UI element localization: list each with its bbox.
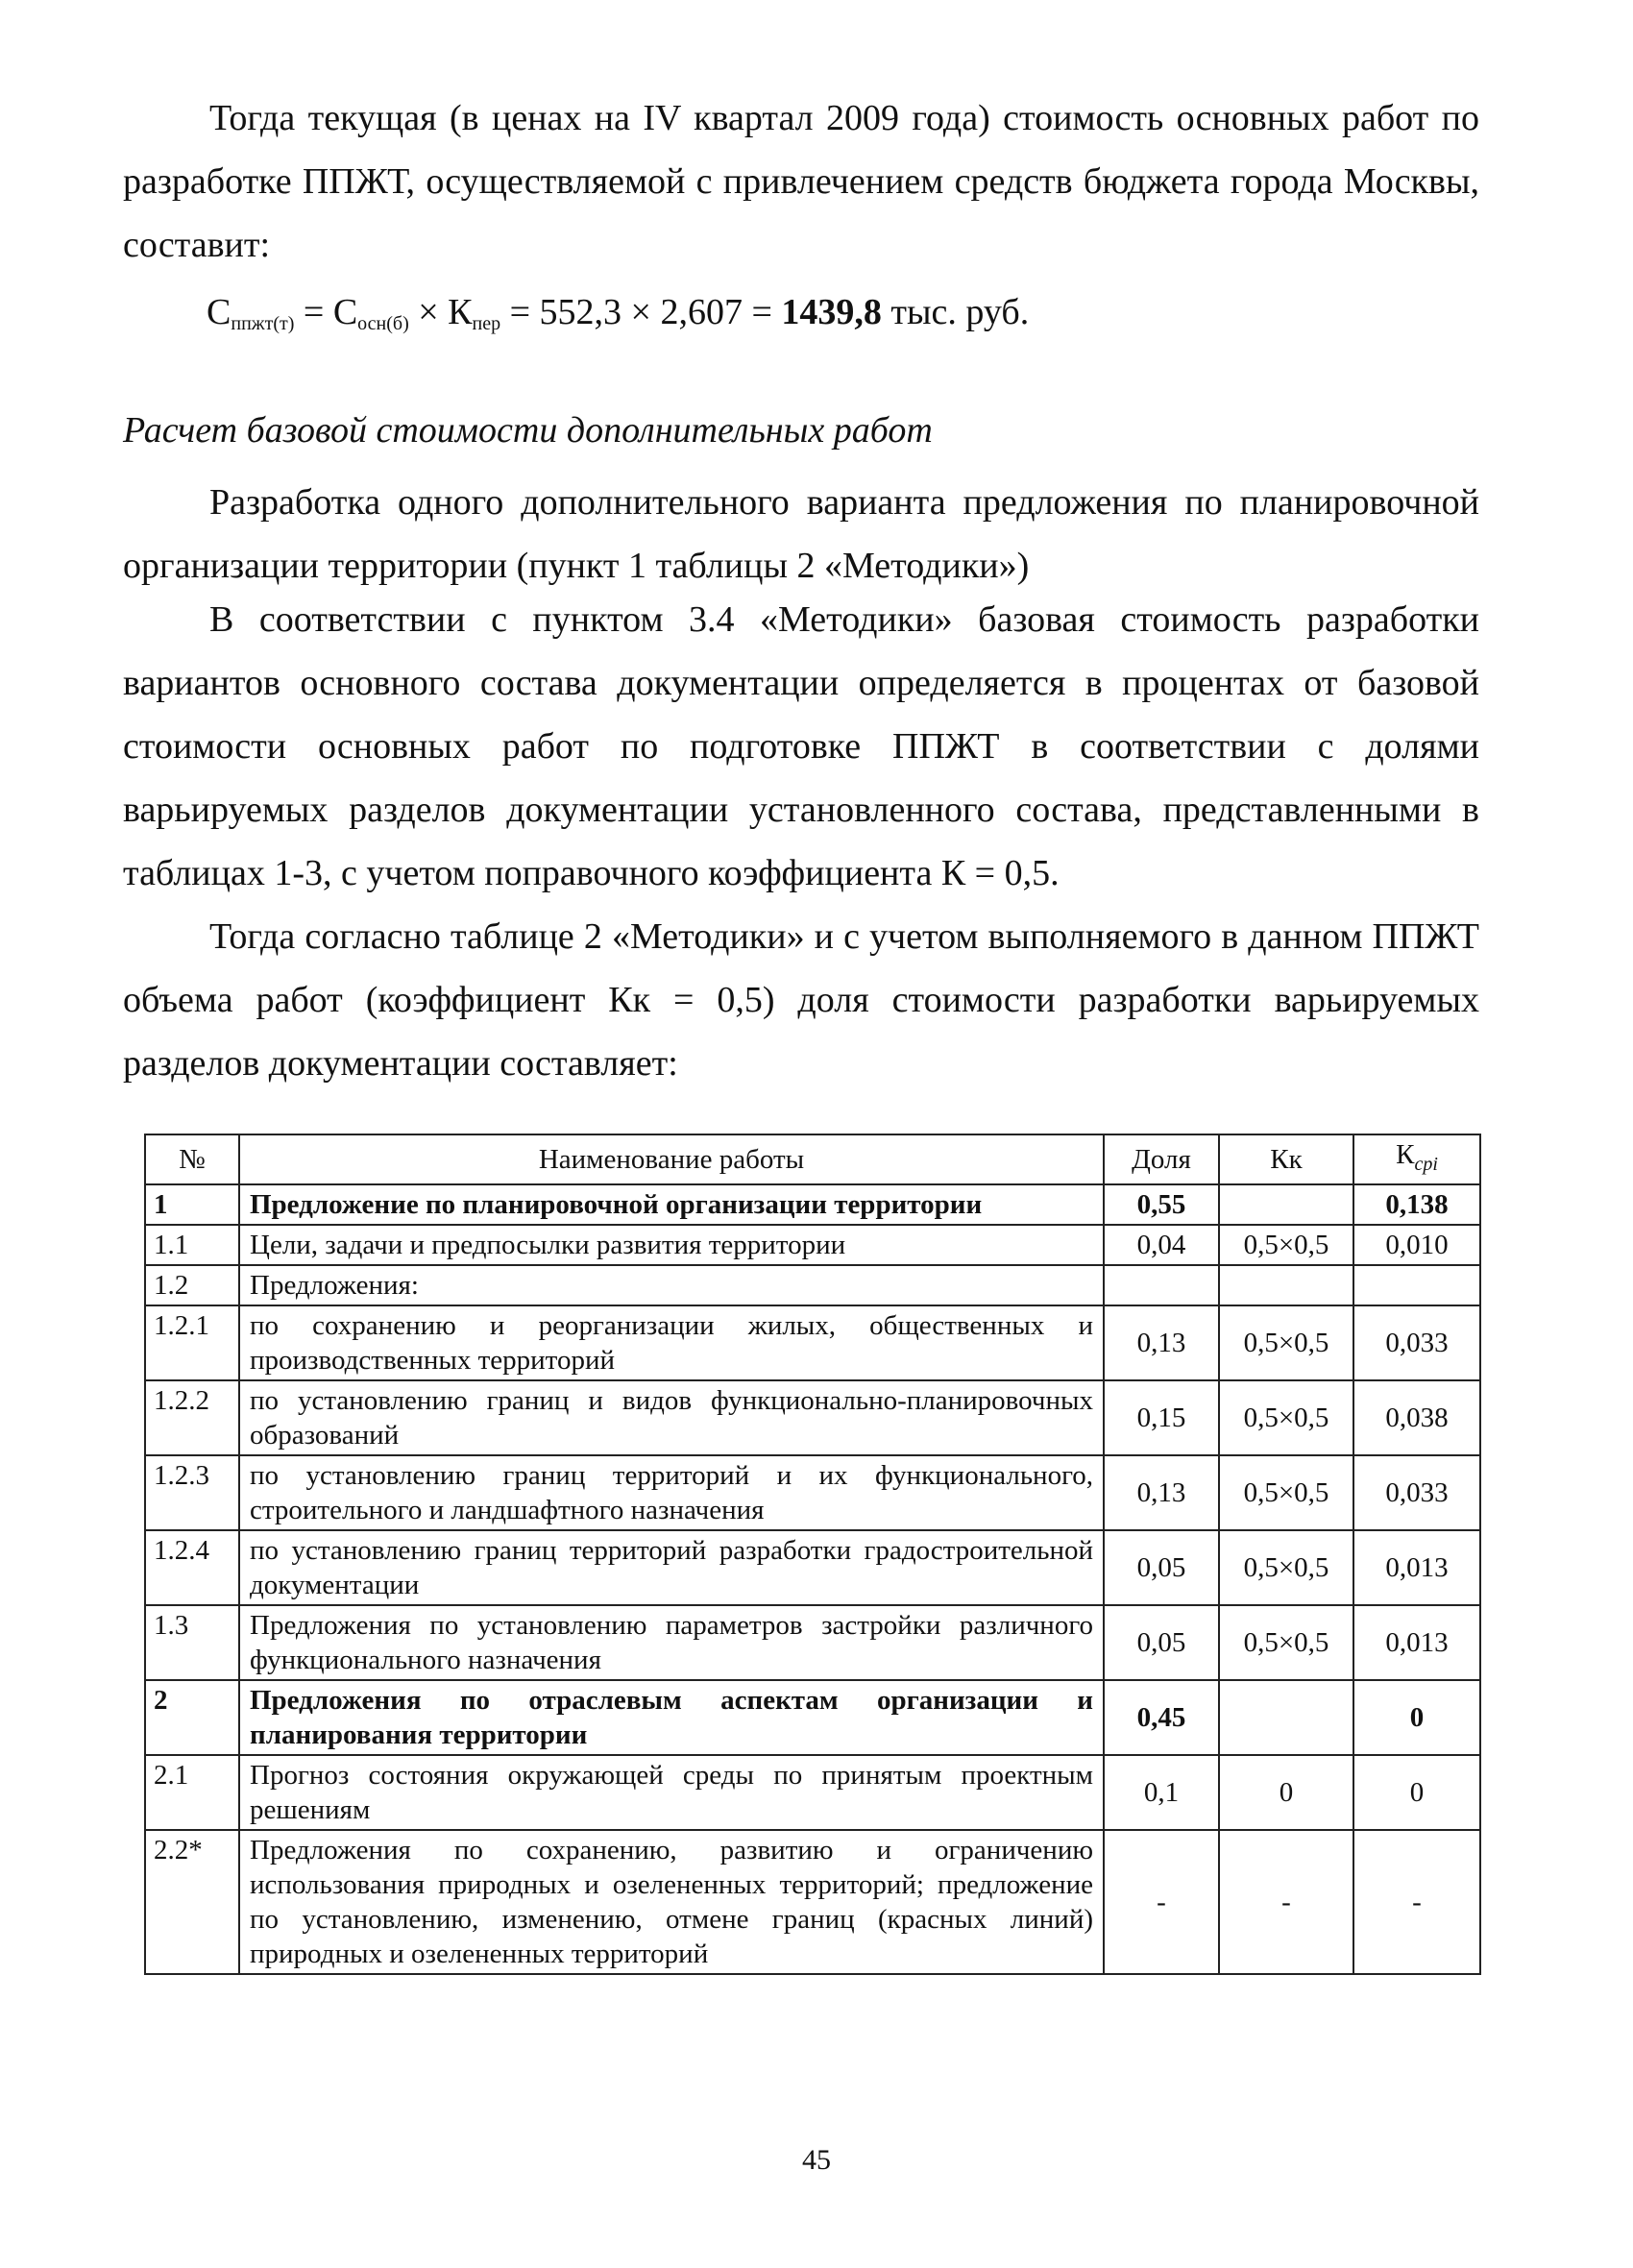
table-row [145,1305,1480,1380]
row-number: 2.1 [145,1755,239,1830]
row-number: 1.1 [145,1225,239,1265]
formula-k-sub: пер [472,313,501,334]
row-kc: 0,013 [1353,1605,1480,1680]
row-work-name: Предложения по установлению параметров застройки различного функционального назначения [239,1605,1104,1680]
row-work-name: по установлению границ и видов функционально-планировочных образований [239,1380,1104,1455]
row-work-name: Предложения: [239,1265,1104,1305]
row-share: 0,05 [1104,1530,1219,1605]
table-row [145,1380,1480,1455]
paragraph-additional-variant: Разработка одного дополнительного варианта предложения по планировочной организации территории (пункт 1 таблицы 2 «Методики») [123,482,1479,586]
table-row [145,1225,1480,1265]
formula-base-sub: осн(б) [357,313,409,334]
row-number: 1.2.4 [145,1530,239,1605]
row-work-name: по установлению границ территорий и их функционального, строительного и ландшафтного назначения [239,1455,1104,1530]
table-row [145,1265,1480,1305]
row-kc: 0 [1353,1755,1480,1830]
row-kc: 0,038 [1353,1380,1480,1455]
header-kc-sub: срi [1414,1153,1438,1175]
row-k: 0,5×0,5 [1219,1455,1353,1530]
header-num: № [145,1134,239,1184]
table-row [145,1530,1480,1605]
row-number: 1 [145,1184,239,1225]
table-body [145,1184,1480,1974]
row-k: 0,5×0,5 [1219,1530,1353,1605]
row-share: 0,13 [1104,1455,1219,1530]
formula-unit: тыс. руб. [881,292,1030,332]
formula-eq: = С [294,292,358,332]
row-kc: 0,010 [1353,1225,1480,1265]
row-k: 0 [1219,1755,1353,1830]
row-work-name: Прогноз состояния окружающей среды по принятым проектным решениям [239,1755,1104,1830]
formula-lhs-sub: ппжт(т) [231,313,295,334]
row-share: 0,55 [1104,1184,1219,1225]
table-header-row [145,1134,1480,1184]
row-k: 0,5×0,5 [1219,1305,1353,1380]
row-share: - [1104,1830,1219,1974]
formula-rest: = 552,3 × 2,607 = [500,292,782,332]
row-kc [1353,1265,1480,1305]
row-kc: 0,138 [1353,1184,1480,1225]
row-work-name: по установлению границ территорий разработки градостроительной документации [239,1530,1104,1605]
row-k [1219,1680,1353,1755]
row-kc: - [1353,1830,1480,1974]
table-row [145,1605,1480,1680]
row-work-name: Предложения по отраслевым аспектам организации и планирования территории [239,1680,1104,1755]
row-share [1104,1265,1219,1305]
formula-mul: × К [408,292,473,332]
row-k: 0,5×0,5 [1219,1380,1353,1455]
paragraph-methodology: В соответствии с пунктом 3.4 «Методики» базовая стоимость разработки вариантов основного состава документации определяется в процентах от базовой стоимости основных работ по подготовке ППЖТ в соответствии с долями варьируемых разделов документации установленного состава, представленными в таблицах 1-3, с учетом поправочного коэффициента К = 0,5. [123,599,1479,893]
header-name: Наименование работы [239,1134,1104,1184]
row-kc: 0,033 [1353,1305,1480,1380]
cost-share-table [144,1134,1481,1975]
row-k: 0,5×0,5 [1219,1225,1353,1265]
row-work-name: Цели, задачи и предпосылки развития территории [239,1225,1104,1265]
row-number: 1.2.2 [145,1380,239,1455]
row-share: 0,04 [1104,1225,1219,1265]
row-k [1219,1265,1353,1305]
paragraph-share-intro: Тогда согласно таблице 2 «Методики» и с учетом выполняемого в данном ППЖТ объема работ (коэффициент Кк = 0,5) доля стоимости разработки варьируемых разделов документации составляет: [123,916,1479,1084]
table-row [145,1184,1480,1225]
row-share: 0,1 [1104,1755,1219,1830]
row-number: 1.3 [145,1605,239,1680]
row-k [1219,1184,1353,1225]
row-share: 0,05 [1104,1605,1219,1680]
row-k: - [1219,1830,1353,1974]
row-number: 1.2.3 [145,1455,239,1530]
row-number: 2.2* [145,1830,239,1974]
row-work-name: Предложения по сохранению, развитию и ограничению использования природных и озелененных территорий; предложение по установлению, изменению, отмене границ (красных линий) природных и озелененных территорий [239,1830,1104,1974]
row-share: 0,45 [1104,1680,1219,1755]
row-number: 2 [145,1680,239,1755]
row-work-name: Предложение по планировочной организации территории [239,1184,1104,1225]
row-k: 0,5×0,5 [1219,1605,1353,1680]
table-row [145,1755,1480,1830]
table-row [145,1830,1480,1974]
table-row [145,1455,1480,1530]
row-kc: 0,013 [1353,1530,1480,1605]
row-kc: 0 [1353,1680,1480,1755]
header-share: Доля [1104,1134,1219,1184]
row-kc: 0,033 [1353,1455,1480,1530]
page-number: 45 [802,2144,831,2176]
paragraph-current-cost: Тогда текущая (в ценах на IV квартал 2009 года) стоимость основных работ по разработке ППЖТ, осуществляемой с привлечением средств бюджета города Москвы, составит: [123,98,1479,265]
section-heading: Расчет базовой стоимости дополнительных работ [123,410,933,451]
formula-result: 1439,8 [781,292,882,332]
row-number: 1.2 [145,1265,239,1305]
row-number: 1.2.1 [145,1305,239,1380]
row-work-name: по сохранению и реорганизации жилых, общественных и производственных территорий [239,1305,1104,1380]
header-k: Кк [1219,1134,1353,1184]
table-row [145,1680,1480,1755]
header-kc-main: К [1396,1139,1415,1170]
formula-lhs: С [207,292,232,332]
cost-formula [207,283,1029,353]
row-share: 0,13 [1104,1305,1219,1380]
row-share: 0,15 [1104,1380,1219,1455]
header-kc [1353,1134,1480,1184]
